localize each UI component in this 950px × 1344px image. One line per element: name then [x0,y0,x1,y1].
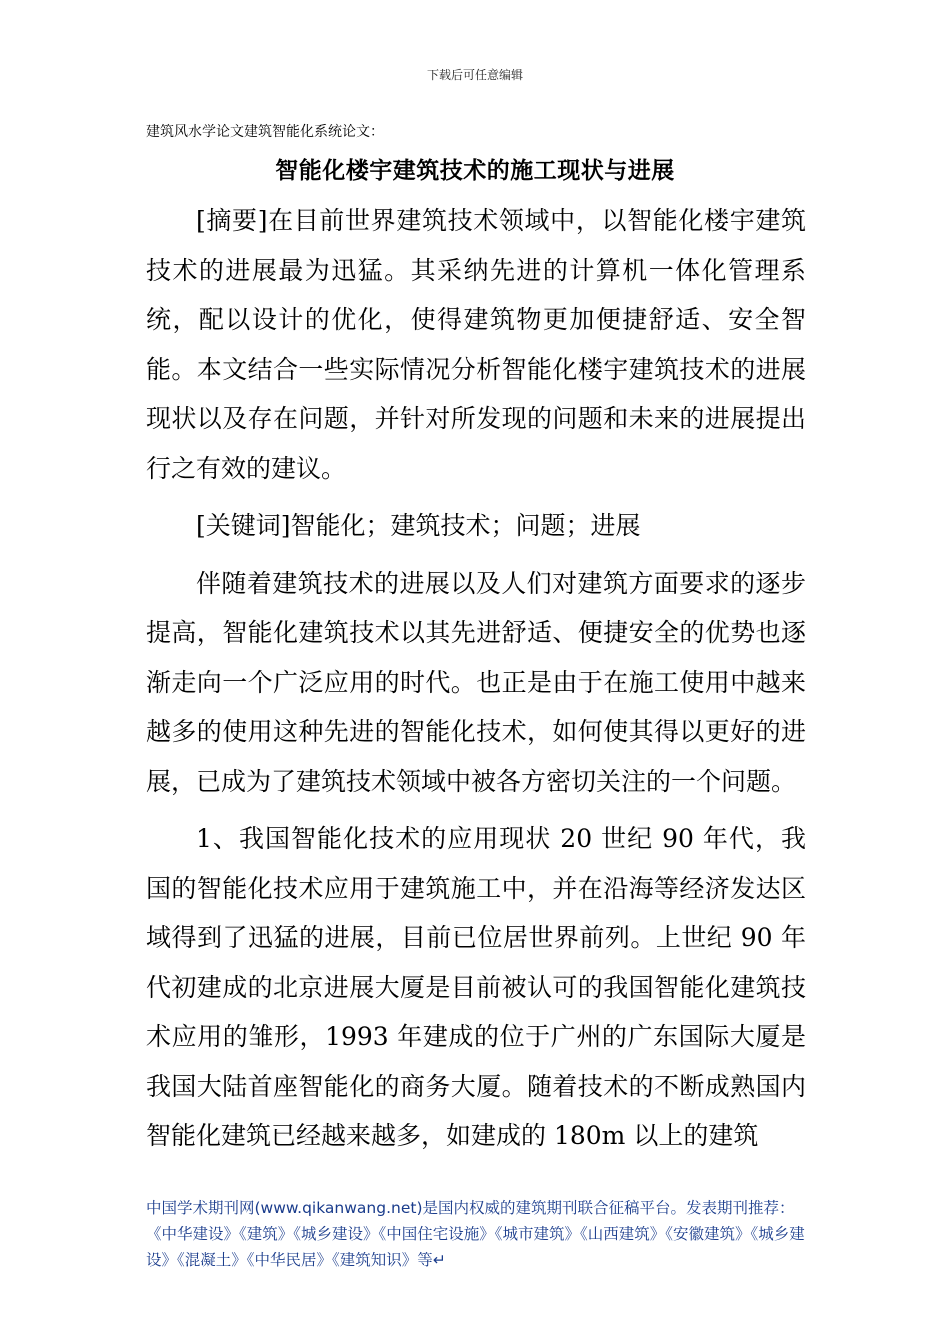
document-title: 智能化楼宇建筑技术的施工现状与进展 [275,157,675,184]
promo-footer: 中国学术期刊网(www.qikanwang.net)是国内权威的建筑期刊联合征稿平台。发表期刊推荐：《中华建设》《建筑》《城乡建设》《中国住宅设施》《城市建筑》《山西建筑》《安徽建筑》《城乡建设》《混凝土》《中华民居》《建筑知识》等↵ [146,1199,805,1269]
section-1-paragraph: 1、我国智能化技术的应用现状 20 世纪 90 年代，我国的智能化技术应用于建筑施工中，并在沿海等经济发达区域得到了迅猛的进展，目前已位居世界前列。上世纪 90 年代初建成的北京进展大厦是目前被认可的我国智能化建筑技术应用的雏形，1993 年建成的位于广州的广东国际大厦是我国大陆首座智能化的商务大厦。随着技术的不断成熟国内智能化建筑已经越来越多，如建成的 180m 以上的建筑 [146,824,806,1150]
intro-paragraph: 伴随着建筑技术的进展以及人们对建筑方面要求的逐步提高，智能化建筑技术以其先进舒适、便捷安全的优势也逐渐走向一个广泛应用的时代。也正是由于在施工使用中越来越多的使用这种先进的智能化技术，如何使其得以更好的进展，已成为了建筑技术领域中被各方密切关注的一个问题。 [146,568,806,796]
abstract-paragraph: [摘要]在目前世界建筑技术领域中，以智能化楼宇建筑技术的进展最为迅猛。其采纳先进的计算机一体化管理系统，配以设计的优化，使得建筑物更加便捷舒适、安全智能。本文结合一些实际情况分析智能化楼宇建筑技术的进展现状以及存在问题，并针对所发现的问题和未来的进展提出行之有效的建议。 [146,206,806,483]
pre-title: 建筑风水学论文建筑智能化系统论文： [146,124,384,140]
keywords-paragraph: [关键词]智能化；建筑技术；问题；进展 [196,511,641,540]
header-note: 下载后可任意编辑 [426,68,523,82]
document-body [146,196,806,1161]
